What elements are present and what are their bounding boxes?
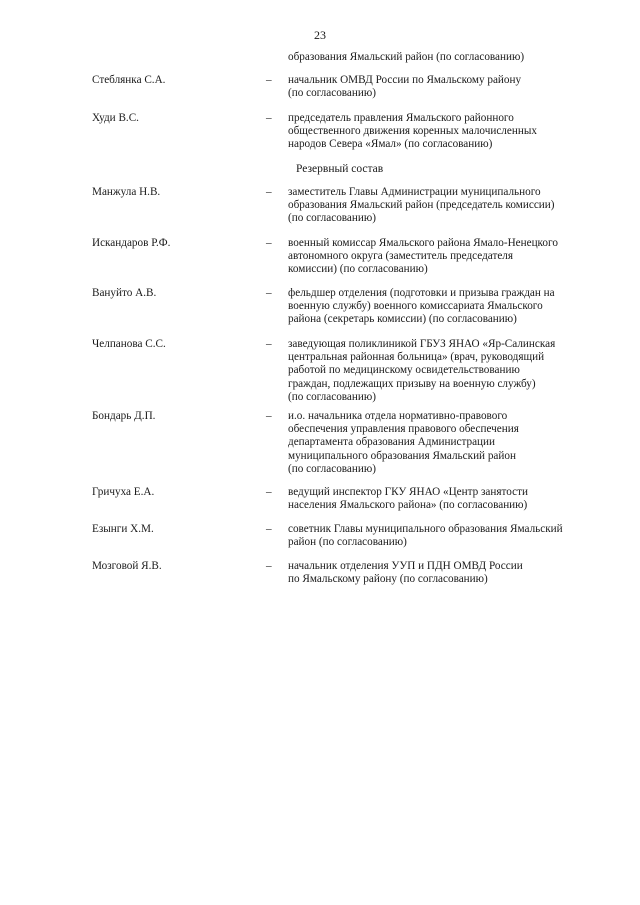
member-position [288,287,603,327]
member-position-line: (по согласованию) [288,390,376,403]
member-dash: – [266,338,272,350]
section-heading: Резервный состав [296,163,384,175]
member-position-line: района (секретарь комиссии) (по согласованию) [288,313,517,326]
member-position-line: населения Ямальского района» (по согласованию) [288,499,528,512]
member-position-line: и.о. начальника отдела нормативно-правового [288,410,508,422]
member-name: Мозговой Я.В. [92,560,162,572]
member-dash: – [266,186,272,198]
member-dash: – [266,287,272,299]
member-position-line: заведующая поликлиникой ГБУЗ ЯНАО «Яр-Салинская [288,338,556,350]
member-position-line: район (по согласованию) [288,536,407,549]
member-position [288,237,603,277]
member-dash: – [266,74,272,86]
member-position-line: комиссии) (по согласованию) [288,263,428,276]
member-position-line: военную службу) военного комиссариата Ямальского [288,300,543,313]
member-position-line: начальник ОМВД России по Ямальскому району [288,74,522,86]
member-dash: – [266,112,272,124]
member-position-line: по Ямальскому району (по согласованию) [288,573,488,586]
member-position-line: ведущий инспектор ГКУ ЯНАО «Центр занятости [288,486,528,498]
member-position [288,338,603,404]
member-name: Искандаров Р.Ф. [92,237,171,249]
member-dash: – [266,523,272,535]
member-position-line: общественного движения коренных малочисленных [288,125,537,138]
member-position-line: народов Севера «Ямал» (по согласованию) [288,138,493,151]
member-position-line: (по согласованию) [288,462,376,475]
member-position-line: советник Главы муниципального образования Ямальский [288,523,563,535]
member-position [288,186,603,226]
member-position-line: начальник отделения УУП и ПДН ОМВД России [288,560,523,572]
member-name: Челпанова С.С. [92,338,166,350]
page-number: 23 [314,28,326,42]
member-dash: – [266,486,272,498]
member-name: Бондарь Д.П. [92,410,156,422]
member-position-line: председатель правления Ямальского районного [288,112,514,124]
member-position-line: департамента образования Администрации [288,436,496,449]
member-name: Езынги Х.М. [92,523,154,535]
member-position-line: граждан, подлежащих призыву на военную службу) [288,377,536,390]
member-name: Манжула Н.В. [92,186,161,198]
member-name: Гричуха Е.А. [92,486,155,498]
member-name: Стеблянка С.А. [92,74,166,86]
member-position-line: (по согласованию) [288,87,376,100]
member-position [288,112,603,152]
member-position-line: обеспечения управления правового обеспечения [288,423,519,436]
member-name: Вануйто А.В. [92,287,157,299]
member-position [288,560,603,586]
member-position-line: заместитель Главы Администрации муниципального [288,186,541,198]
member-position-line: (по согласованию) [288,212,376,225]
member-dash: – [266,560,272,572]
member-position [288,486,603,512]
member-position [288,523,603,549]
member-position-line: работой по медицинскому освидетельствованию [288,364,520,377]
member-position-line: фельдшер отделения (подготовки и призыва граждан на [288,287,555,299]
member-name: Худи В.С. [92,112,139,124]
member-position [288,74,603,100]
continuation-line: образования Ямальский район (по согласованию) [288,51,525,63]
member-dash: – [266,410,272,422]
member-position-line: муниципального образования Ямальский район [288,449,516,462]
member-position-line: военный комиссар Ямальского района Ямало-Ненецкого [288,237,558,249]
member-position [288,410,603,476]
member-position-line: автономного округа (заместитель председателя [288,250,514,263]
member-position-line: образования Ямальский район (председатель комиссии) [288,199,555,212]
member-dash: – [266,237,272,249]
member-position-line: центральная районная больница» (врач, руководящий [288,351,545,364]
